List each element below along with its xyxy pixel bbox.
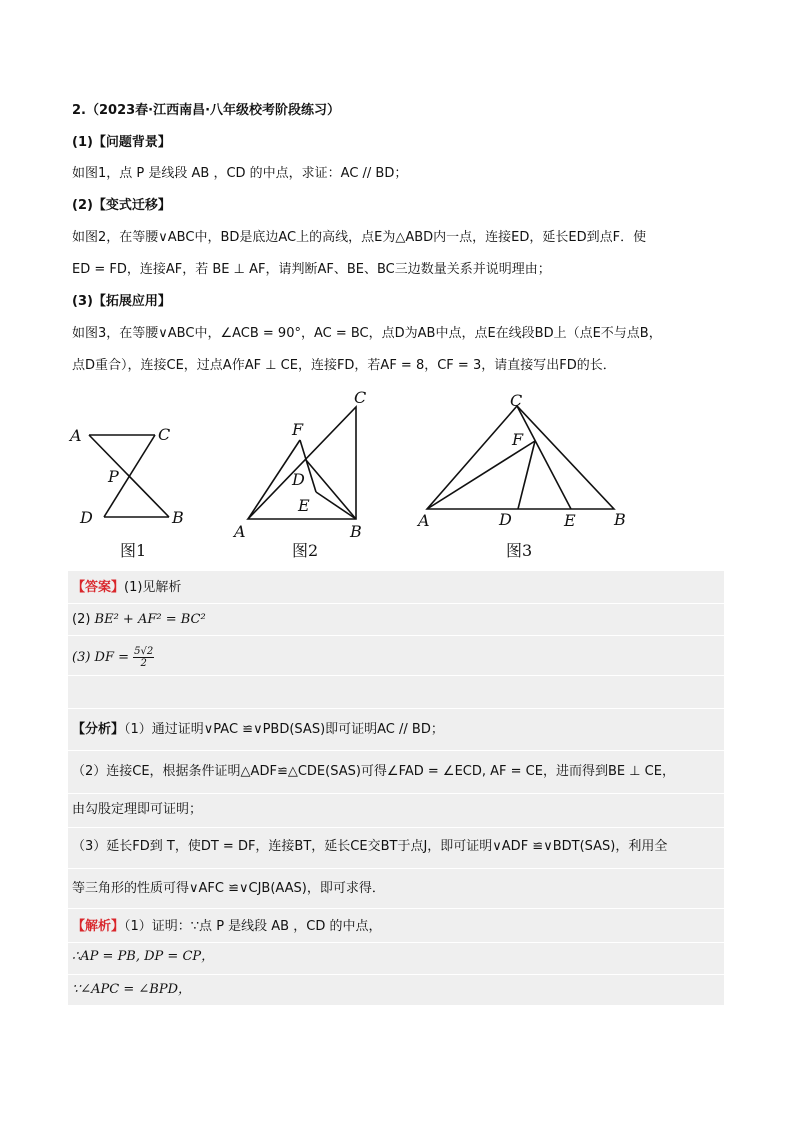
fig3-label-b: B [614,510,626,529]
part2-text-line2: ED = FD，连接AF，若 BE ⊥ AF，请判断AF、BE、BC三边数量关系并说明理由； [72,262,551,277]
separator-3 [68,675,724,676]
answer-line2-formula: BE² + AF² = BC² [94,612,206,627]
separator-2 [68,635,724,636]
separator-9 [68,908,724,909]
solution-line2: ∴AP = PB, DP = CP， [72,949,215,964]
separator-7 [68,827,724,828]
analysis-line3: 由勾股定理即可证明； [72,802,203,817]
part3-text-line2: 点D重合），连接CE，过点A作AF ⊥ CE，连接FD，若AF = 8，CF = 3，请直接写出FD的长． [72,358,616,373]
fig3-label-f: F [512,430,524,449]
figure-3 [410,385,640,565]
separator-6 [68,793,724,794]
separator-5 [68,750,724,751]
answer-section-background [68,571,724,1005]
answer-block [72,579,181,597]
analysis-block [72,721,444,739]
answer-line2-prefix: (2) [72,612,95,627]
solution-line1: （1）证明：∵点 P 是线段 AB ，CD 的中点， [124,919,382,934]
analysis-line1: （1）通过证明∨PAC ≌∨PBD(SAS)即可证明AC // BD； [124,722,444,737]
answer-line3-prefix: (3) DF = [72,650,134,665]
part3-title: (3)【拓展应用】 [72,294,171,309]
fig1-label-b: B [172,508,184,527]
solution-line3: ∵∠APC = ∠BPD， [72,982,192,997]
fig3-segment-ce [517,406,571,509]
fig3-segment-fd [518,441,535,509]
part1-title: (1)【问题背景】 [72,135,171,150]
fig3-segment-af [427,441,535,509]
fig3-label-c: C [510,391,523,410]
analysis-line4: （3）延长FD到 T，使DT = DF，连接BT，延长CE交BT于点J，即可证明∨ADF ≌∨BDT(SAS)，利用全 [72,839,668,854]
fig3-caption: 图3 [506,541,533,560]
part1-text: 如图1，点 P 是线段 AB ，CD 的中点，求证：AC // BD； [72,166,408,181]
fig2-caption: 图2 [292,541,319,560]
answer-line3 [72,646,154,669]
separator-8 [68,868,724,869]
fig2-label-e: E [298,496,310,515]
part2-title: (2)【变式迁移】 [72,198,171,213]
separator-1 [68,603,724,604]
part3-text-line1: 如图3，在等腰∨ABC中，∠ACB = 90°，AC = BC，点D为AB中点，点E在线段BD上（点E不与点B， [72,326,662,341]
fig3-label-e: E [564,511,576,530]
fig2-segment-bd [306,460,356,519]
separator-4 [68,708,724,709]
figure-1 [60,420,210,565]
fig1-label-c: C [158,425,171,444]
answer-fraction [133,646,154,669]
figure-2 [230,385,380,565]
analysis-tag: 【分析】 [72,722,125,737]
solution-tag: 【解析】 [72,919,125,934]
fig2-label-a: A [234,522,246,541]
solution-block [72,918,381,936]
analysis-line5: 等三角形的性质可得∨AFC ≌∨CJB(AAS)，即可求得． [72,881,385,896]
fig2-label-b: B [350,522,362,541]
answer-tag: 【答案】 [72,580,125,595]
fig2-label-d: D [292,470,305,489]
analysis-line2: （2）连接CE，根据条件证明△ADF≌△CDE(SAS)可得∠FAD = ∠ECD, AF = CE，进而得到BE ⊥ CE， [72,764,675,779]
separator-11 [68,974,724,975]
answer-fraction-numerator: 5√2 [134,646,154,657]
fig2-label-f: F [292,420,304,439]
separator-10 [68,942,724,943]
answer-fraction-denominator: 2 [140,658,147,669]
answer-line2 [72,611,206,629]
fig1-label-d: D [80,508,93,527]
fig1-label-a: A [70,426,82,445]
fig3-label-d: D [499,510,512,529]
fig3-triangle-abc [427,406,614,509]
fig2-label-c: C [354,388,367,407]
problem-heading: 2.（2023春·江西南昌·八年级校考阶段练习） [72,103,341,118]
fig1-label-p: P [108,467,119,486]
fig1-caption: 图1 [120,541,147,560]
part2-text-line1: 如图2，在等腰∨ABC中，BD是底边AC上的高线，点E为△ABD内一点，连接ED，延长ED到点F．使 [72,230,647,245]
fig3-label-a: A [418,511,430,530]
answer-line1: (1)见解析 [124,580,182,595]
